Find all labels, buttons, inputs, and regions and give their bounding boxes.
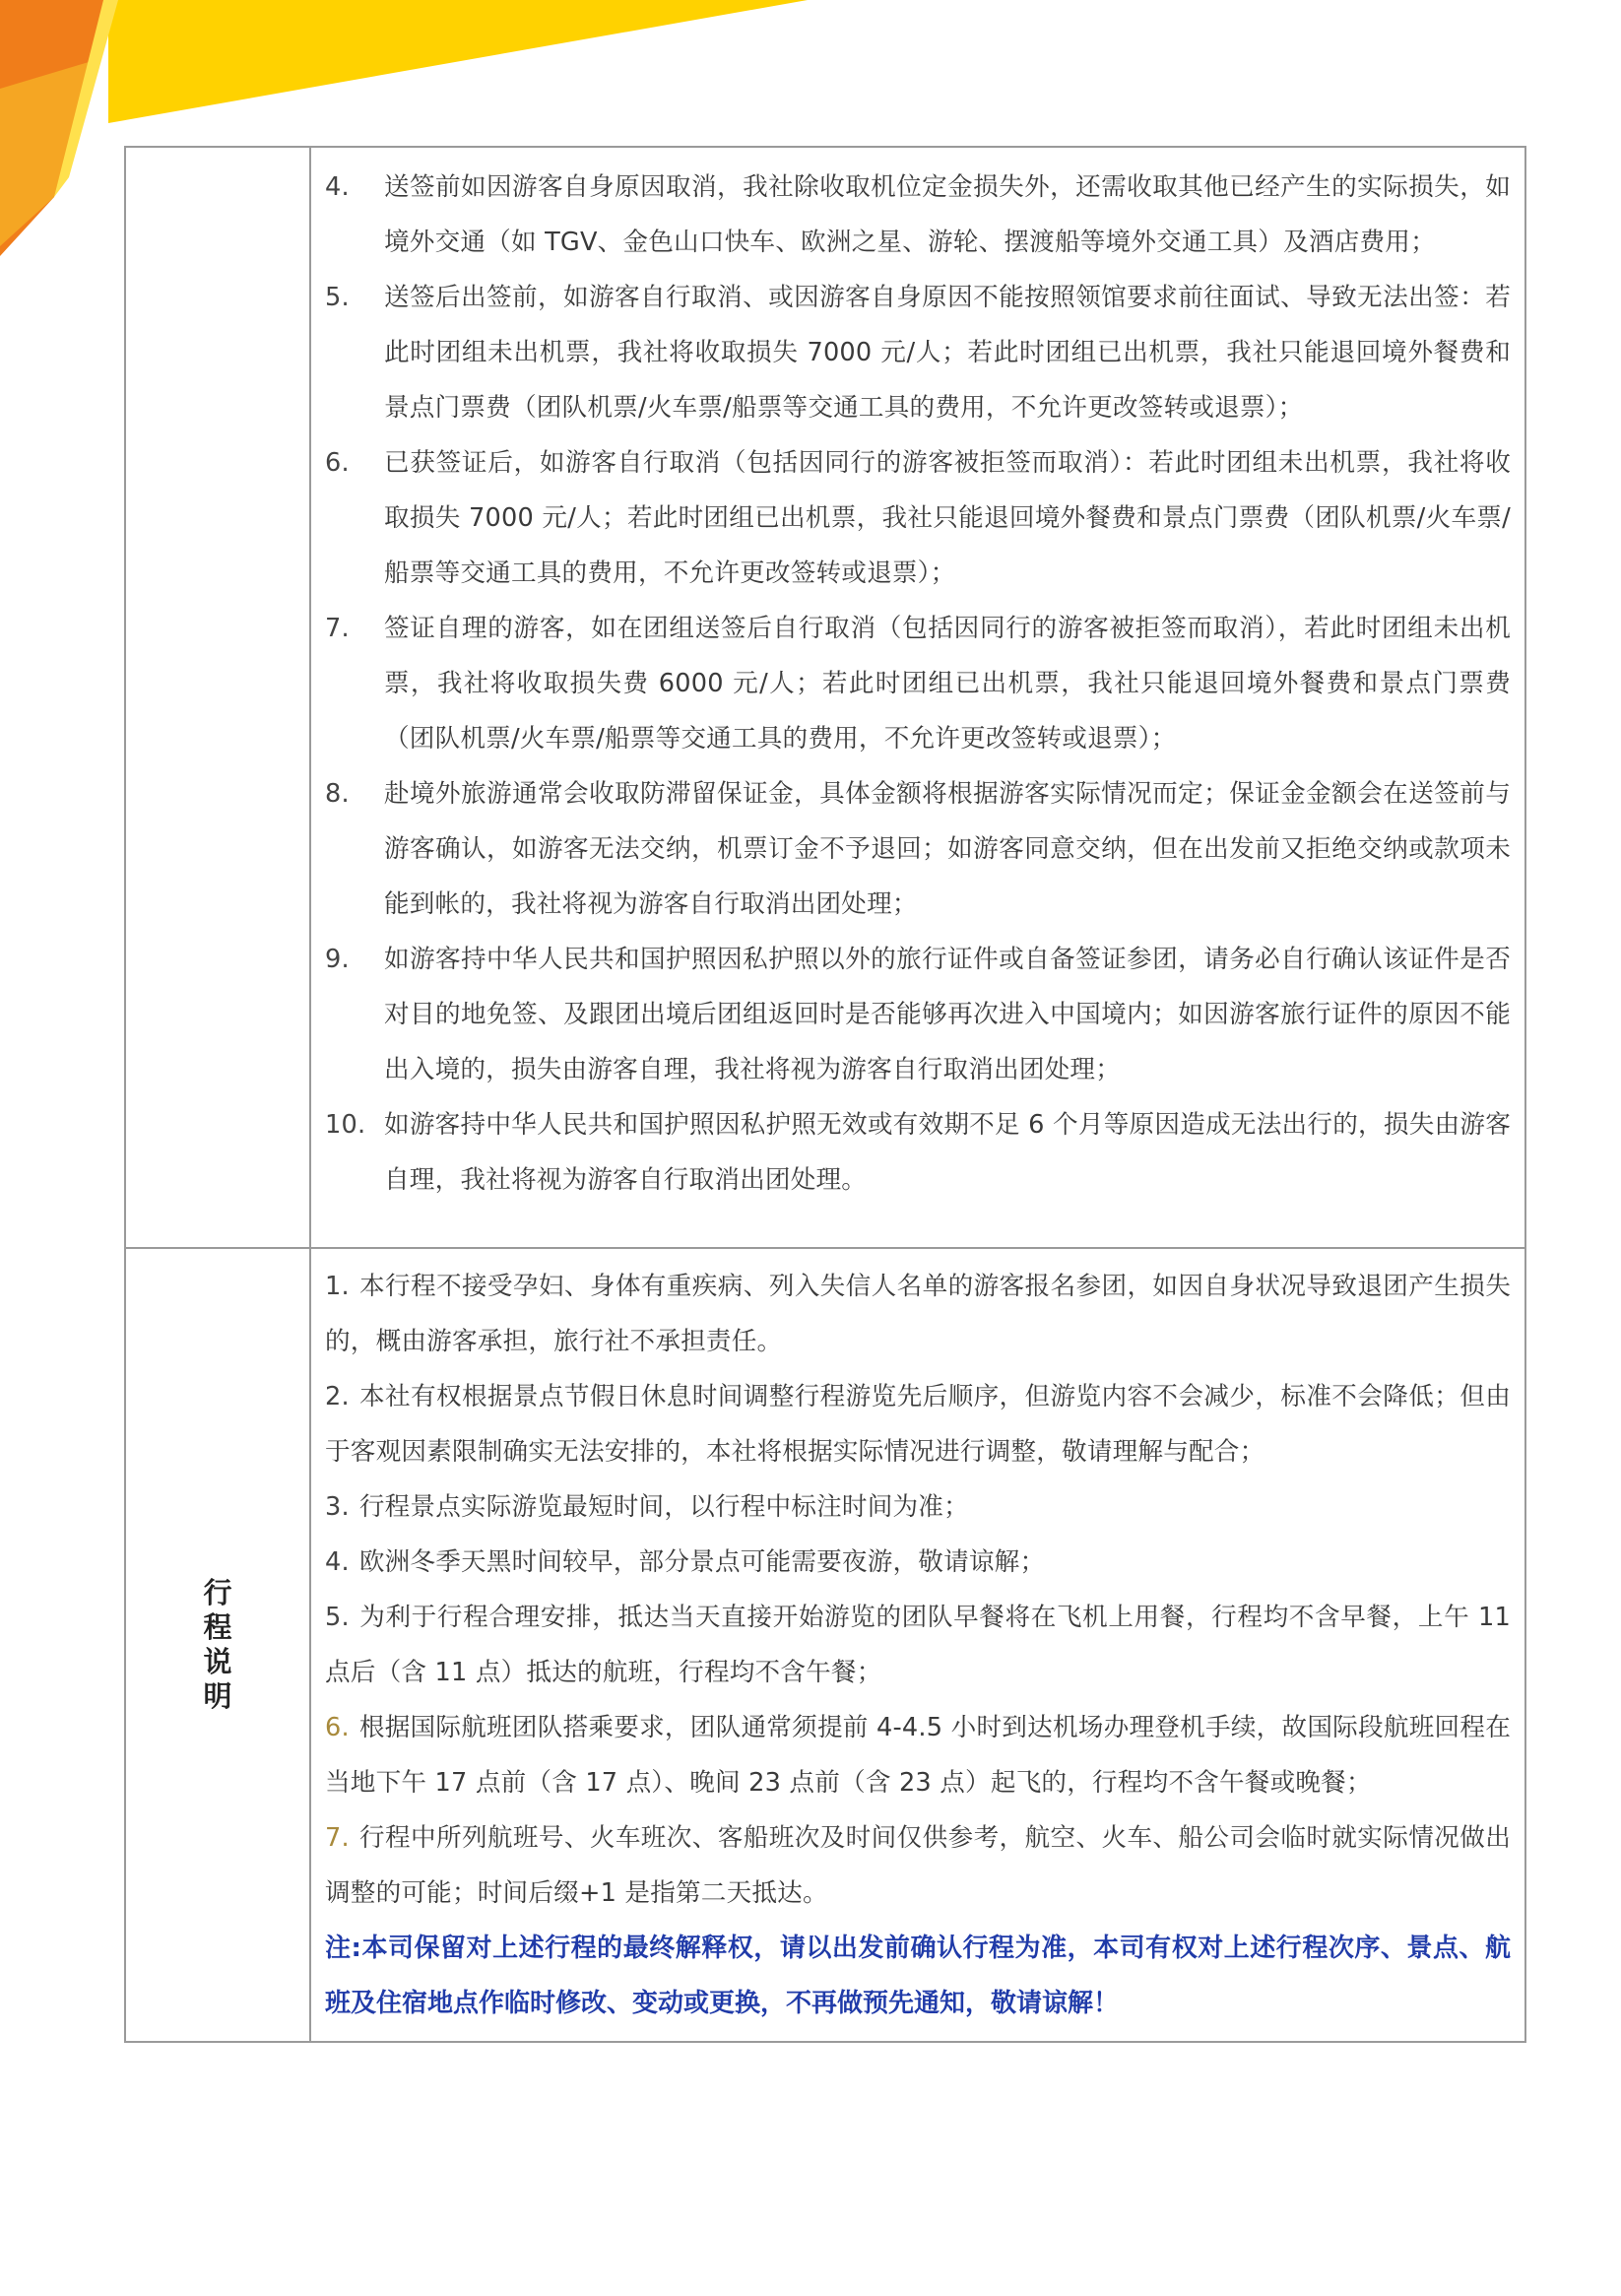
list-item xyxy=(325,1590,1511,1700)
list-item-text: 本社有权根据景点节假日休息时间调整行程游览先后顺序，但游览内容不会减少，标准不会降低；但由于客观因素限制确实无法安排的，本社将根据实际情况进行调整，敬请理解与配合； xyxy=(325,1382,1511,1467)
list-item xyxy=(325,601,1511,766)
row-label-empty xyxy=(125,147,310,1248)
table-row-itinerary-notes xyxy=(125,1248,1525,2042)
list-item-text: 行程中所列航班号、火车班次、客船班次及时间仅供参考，航空、火车、船公司会临时就实际情况做出调整的可能；时间后缀+1 是指第二天抵达。 xyxy=(325,1823,1511,1908)
list-item-number: 4. xyxy=(325,172,350,202)
list-item-number: 5. xyxy=(325,1603,350,1632)
list-item-text: 已获签证后，如游客自行取消（包括因同行的游客被拒签而取消）：若此时团组未出机票，我社将收取损失 7000 元/人；若此时团组已出机票，我社只能退回境外餐费和景点门票费（团队机票/火车票/船票等交通工具的费用，不允许更改签转或退票）； xyxy=(384,448,1511,588)
list-item xyxy=(325,270,1511,435)
list-item xyxy=(325,1700,1511,1810)
list-item-number: 10. xyxy=(325,1110,366,1140)
list-item-text: 本行程不接受孕妇、身体有重疾病、列入失信人名单的游客报名参团，如因自身状况导致退团产生损失的，概由游客承担，旅行社不承担责任。 xyxy=(325,1272,1511,1356)
table-row-cancellation xyxy=(125,147,1525,1248)
list-item-number: 2. xyxy=(325,1382,350,1411)
disclaimer-note: 注:本司保留对上述行程的最终解释权，请以出发前确认行程为准，本司有权对上述行程次序、景点、航班及住宿地点作临时修改、变动或更换，不再做预先通知，敬请谅解！ xyxy=(325,1934,1511,2018)
list-item-number: 3. xyxy=(325,1492,350,1522)
list-item-text: 赴境外旅游通常会收取防滞留保证金，具体金额将根据游客实际情况而定；保证金金额会在送签前与游客确认，如游客无法交纳，机票订金不予退回；如游客同意交纳，但在出发前又拒绝交纳或款项未能到帐的，我社将视为游客自行取消出团处理； xyxy=(384,779,1511,919)
list-item-number: 4. xyxy=(325,1547,350,1577)
list-item-text: 签证自理的游客，如在团组送签后自行取消（包括因同行的游客被拒签而取消），若此时团组未出机票，我社将收取损失费 6000 元/人；若此时团组已出机票，我社只能退回境外餐费和景点门票费（团队机票/火车票/船票等交通工具的费用，不允许更改签转或退票）； xyxy=(384,614,1511,754)
list-item xyxy=(325,435,1511,601)
list-item-number: 5. xyxy=(325,283,350,312)
list-item-text: 行程景点实际游览最短时间，以行程中标注时间为准； xyxy=(358,1492,969,1522)
list-item-number: 1. xyxy=(325,1272,350,1301)
list-item-text: 欧洲冬季天黑时间较早，部分景点可能需要夜游，敬请谅解； xyxy=(358,1547,1046,1577)
list-item-number: 7. xyxy=(325,614,350,643)
list-item-number: 6. xyxy=(325,1713,350,1742)
list-item-text: 送签后出签前，如游客自行取消、或因游客自身原因不能按照领馆要求前往面试、导致无法出签：若此时团组未出机票，我社将收取损失 7000 元/人；若此时团组已出机票，我社只能退回境外餐费和景点门票费（团队机票/火车票/船票等交通工具的费用，不允许更改签转或退票）； xyxy=(384,283,1511,423)
yellow-stripe xyxy=(108,0,808,123)
list-item-text: 根据国际航班团队搭乘要求，团队通常须提前 4-4.5 小时到达机场办理登机手续，故国际段航班回程在当地下午 17 点前（含 17 点）、晚间 23 点前（含 23 点）起飞的，行程均不含午餐或晚餐； xyxy=(325,1713,1511,1798)
document-table xyxy=(124,146,1526,2043)
list-item-number: 7. xyxy=(325,1823,350,1853)
section-label-itinerary-notes: 行程说明 xyxy=(203,1576,232,1713)
itinerary-notes-list xyxy=(325,1259,1511,1921)
list-item xyxy=(325,1259,1511,1369)
list-item xyxy=(325,766,1511,932)
list-item xyxy=(325,1810,1511,1921)
list-item xyxy=(325,1097,1511,1208)
list-item xyxy=(325,1369,1511,1479)
list-item-text: 如游客持中华人民共和国护照因私护照无效或有效期不足 6 个月等原因造成无法出行的，损失由游客自理，我社将视为游客自行取消出团处理。 xyxy=(384,1110,1511,1195)
itinerary-notes-cell xyxy=(310,1248,1525,2042)
list-item xyxy=(325,1479,1511,1535)
list-item-text: 如游客持中华人民共和国护照因私护照以外的旅行证件或自备签证参团，请务必自行确认该证件是否对目的地免签、及跟团出境后团组返回时是否能够再次进入中国境内；如因游客旅行证件的原因不能出入境的，损失由游客自理，我社将视为游客自行取消出团处理； xyxy=(384,945,1511,1084)
cancellation-terms-list xyxy=(325,160,1511,1208)
list-item-text: 送签前如因游客自身原因取消，我社除收取机位定金损失外，还需收取其他已经产生的实际损失，如境外交通（如 TGV、金色山口快车、欧洲之星、游轮、摆渡船等境外交通工具）及酒店费用； xyxy=(384,172,1511,257)
list-item xyxy=(325,932,1511,1097)
row-label-cell xyxy=(125,1248,310,2042)
cancellation-terms-cell xyxy=(310,147,1525,1248)
list-item-number: 6. xyxy=(325,448,350,478)
list-item-number: 8. xyxy=(325,779,350,809)
list-item-number: 9. xyxy=(325,945,350,974)
list-item xyxy=(325,160,1511,270)
list-item xyxy=(325,1535,1511,1590)
list-item-text: 为利于行程合理安排，抵达当天直接开始游览的团队早餐将在飞机上用餐，行程均不含早餐，上午 11 点后（含 11 点）抵达的航班，行程均不含午餐； xyxy=(325,1603,1511,1687)
